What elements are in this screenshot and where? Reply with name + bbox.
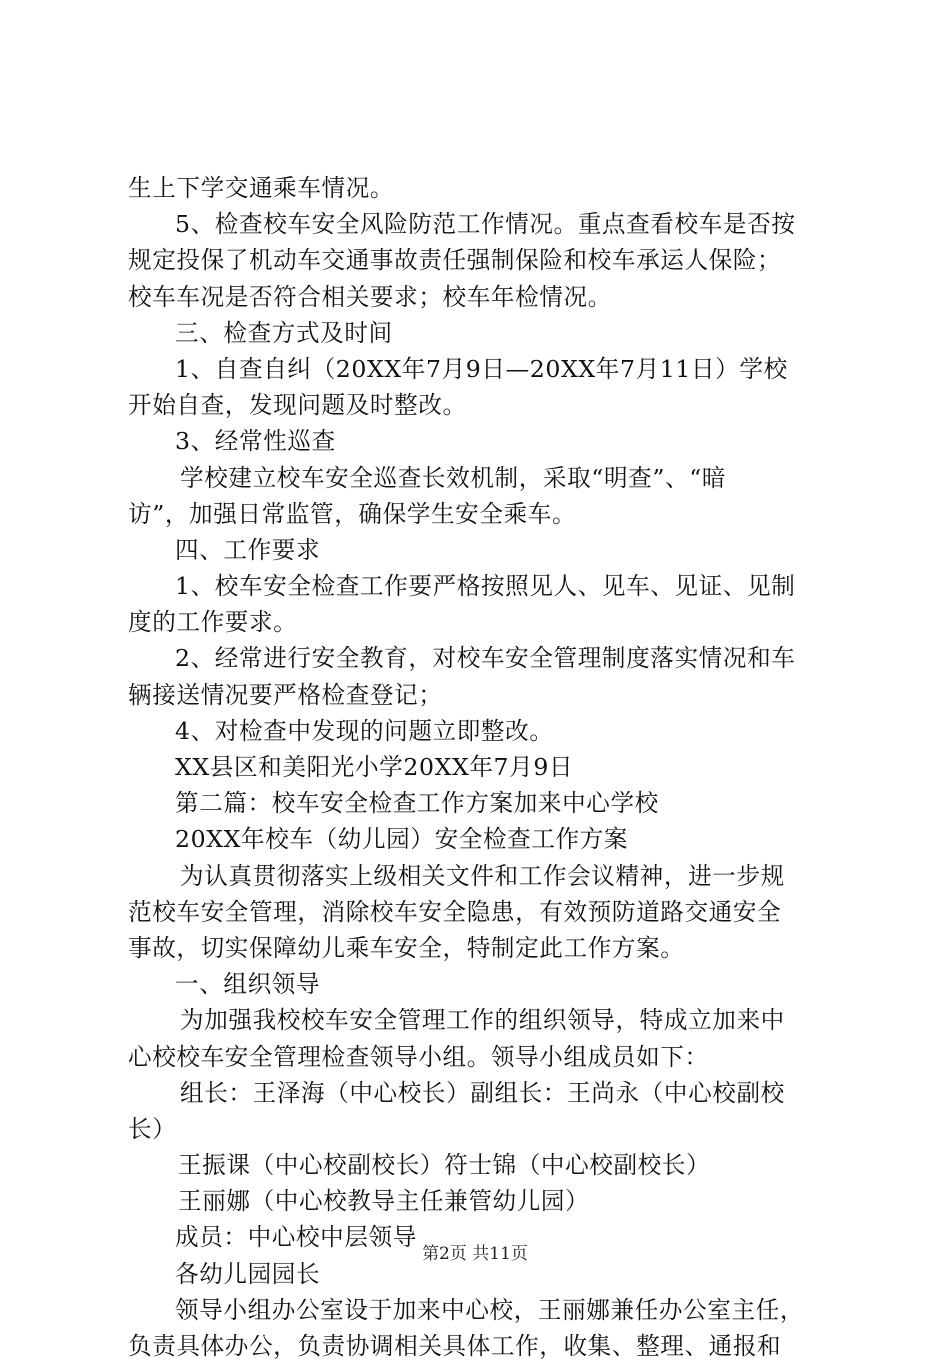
- text-line: 度的工作要求。: [128, 608, 298, 637]
- text-line: 各幼儿园园长: [175, 1259, 321, 1288]
- text-line: 开始自查，发现问题及时整改。: [128, 391, 467, 420]
- section-heading: 一、组织领导: [175, 970, 321, 999]
- text-line: 校车车况是否符合相关要求；校车年检情况。: [128, 282, 612, 311]
- section-heading: 四、工作要求: [175, 535, 321, 564]
- text-line: 成员：中心校中层领导: [175, 1223, 417, 1252]
- section-heading: 三、检查方式及时间: [175, 318, 393, 347]
- text-line: 5、检查校车安全风险防范工作情况。重点查看校车是否按: [175, 210, 796, 239]
- text-line: 王振课（中心校副校长）符士锦（中心校副校长）: [178, 1151, 711, 1180]
- document-title: 20XX年校车（幼儿园）安全检查工作方案: [175, 825, 629, 854]
- text-line: 生上下学交通乘车情况。: [128, 174, 395, 202]
- text-line: 王丽娜（中心校教导主任兼管幼儿园）: [178, 1187, 590, 1216]
- text-line: 规定投保了机动车交通事故责任强制保险和校车承运人保险；: [128, 246, 782, 275]
- text-line: 心校校车安全管理检查领导小组。领导小组成员如下：: [128, 1042, 709, 1071]
- document-body: [128, 170, 830, 1364]
- page-number-label: 第2页 共11页: [422, 1244, 528, 1264]
- text-line: 事故，切实保障幼儿乘车安全，特制定此工作方案。: [128, 933, 685, 962]
- page-footer: [0, 1242, 950, 1266]
- text-line: 学校建立校车安全巡查长效机制，采取“明查”、“暗: [180, 463, 727, 492]
- text-line: 访”，加强日常监管，确保学生安全乘车。: [128, 499, 577, 528]
- text-line: 为认真贯彻落实上级相关文件和工作会议精神，进一步规: [180, 861, 785, 890]
- signature-line: XX县区和美阳光小学20XX年7月9日: [175, 753, 574, 781]
- text-line: 4、对检查中发现的问题立即整改。: [175, 716, 554, 745]
- text-line: 领导小组办公室设于加来中心校，王丽娜兼任办公室主任，: [175, 1295, 805, 1324]
- text-line: 3、经常性巡查: [175, 427, 336, 456]
- text-line: 范校车安全管理，消除校车安全隐患，有效预防道路交通安全: [128, 897, 782, 926]
- chapter-title: 第二篇：校车安全检查工作方案加来中心学校: [175, 789, 659, 818]
- text-line: 辆接送情况要严格检查登记；: [128, 680, 443, 709]
- text-line: 为加强我校校车安全管理工作的组织领导，特成立加来中: [180, 1006, 785, 1035]
- text-line: 负责具体办公，负责协调相关具体工作，收集、整理、通报和: [128, 1332, 782, 1360]
- text-line: 1、校车安全检查工作要严格按照见人、见车、见证、见制: [175, 572, 796, 601]
- text-line: 长）: [128, 1114, 177, 1143]
- text-line: 组长：王泽海（中心校长）副组长：王尚永（中心校副校: [180, 1078, 785, 1107]
- text-line: 1、自查自纠（20XX年7月9日—20XX年7月11日）学校: [175, 354, 788, 383]
- text-line: 2、经常进行安全教育，对校车安全管理制度落实情况和车: [175, 644, 796, 673]
